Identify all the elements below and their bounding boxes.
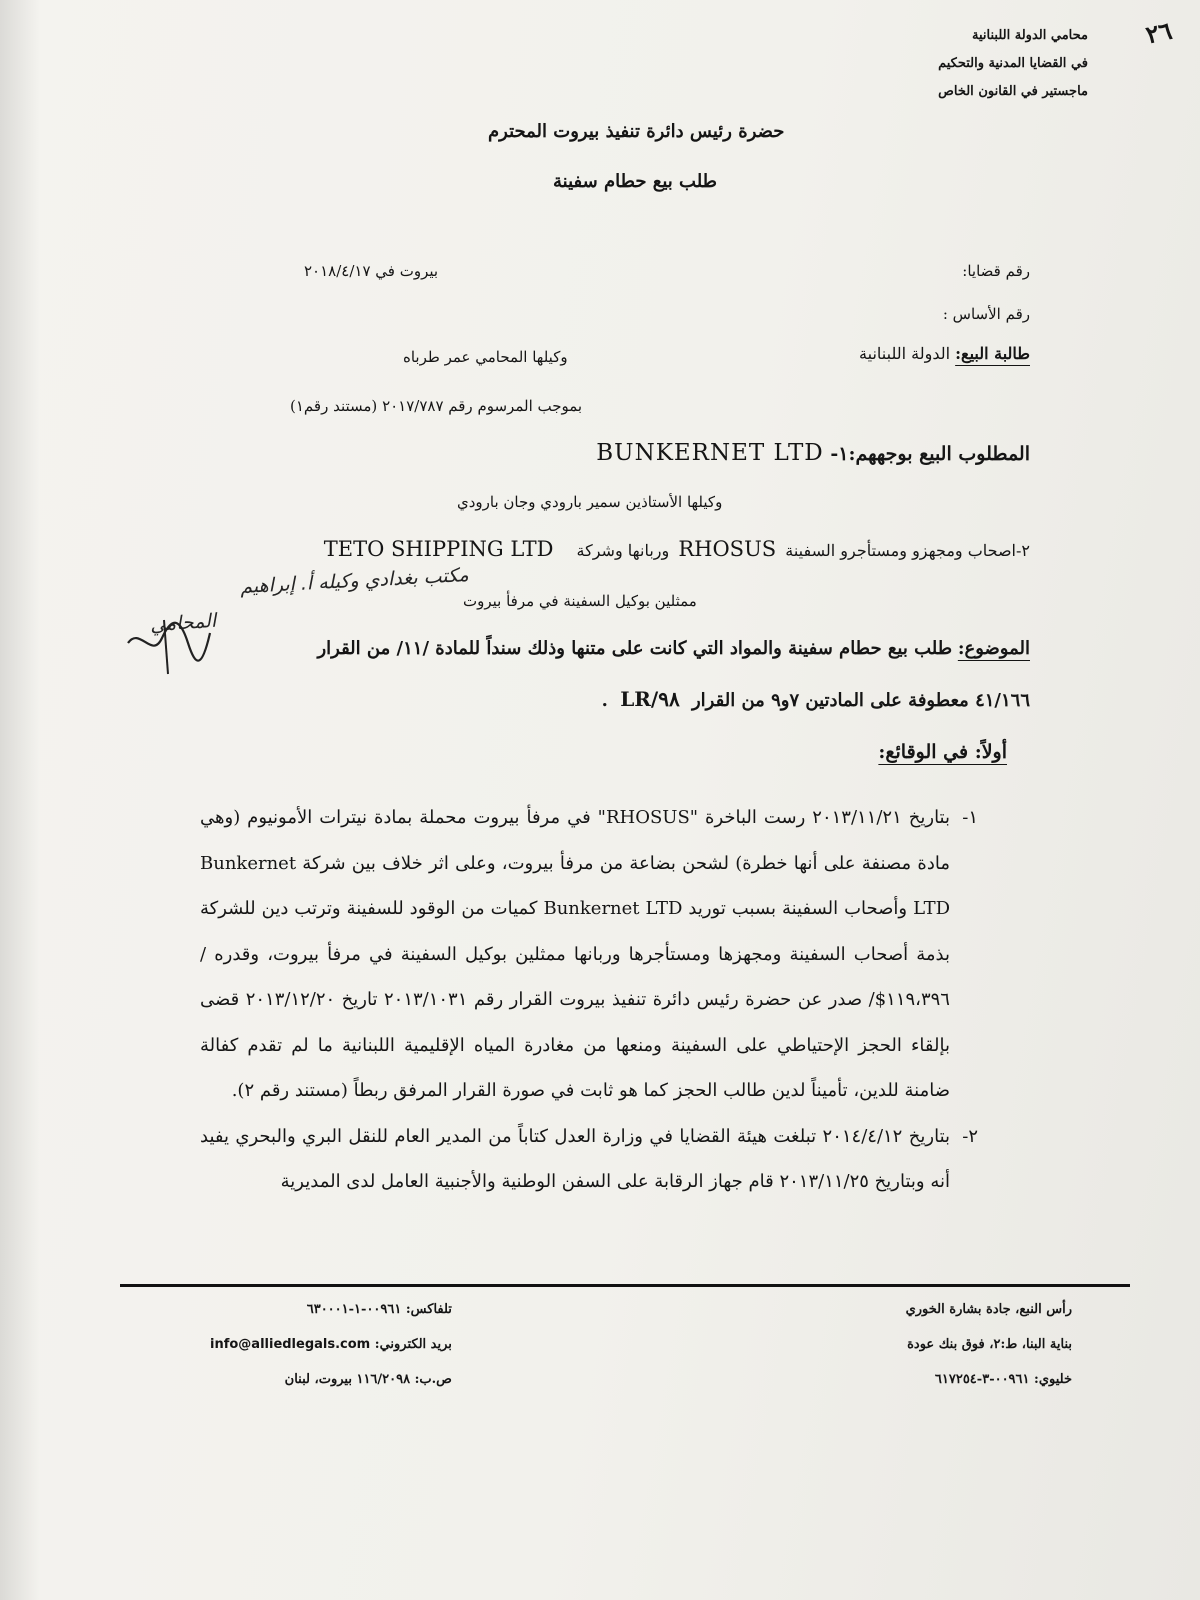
letterhead-line-3: ماجستير في القانون الخاص — [938, 84, 1088, 99]
footer-email[interactable]: info@alliedlegals.com — [210, 1337, 371, 1352]
first-respondent-agents: وكيلها الأستاذين سمير بارودي وجان بارودي — [457, 493, 723, 511]
second-respondent-prefix: ٢-اصحاب ومجهزو ومستأجرو السفينة — [785, 541, 1030, 560]
addressee: حضرة رئيس دائرة تنفيذ بيروت المحترم — [488, 121, 785, 142]
respondents-label: المطلوب البيع بوجههم:١- — [823, 443, 1030, 465]
fact-item — [200, 1114, 978, 1205]
subject-line-2-suffix: . — [601, 690, 608, 711]
base-number-label: رقم الأساس : — [942, 305, 1030, 323]
second-respondent-middle: وربانها وشركة — [576, 541, 670, 560]
subject-label: الموضوع: — [957, 638, 1030, 659]
signature-scribble — [120, 608, 215, 678]
case-number-label: رقم قضايا: — [962, 262, 1030, 280]
ship-name: RHOSUS — [678, 537, 777, 561]
decision-code: LR/٩٨ — [620, 687, 680, 711]
place-date: بيروت في ٢٠١٨/٤/١٧ — [304, 262, 439, 280]
applicant-row — [859, 344, 1030, 363]
page-edge-shadow — [0, 0, 40, 1600]
fact-text: بتاريخ ٢٠١٤/٤/١٢ تبلغت هيئة القضايا في وزارة العدل كتاباً من المدير العام للنقل البري والبحري يفيد أنه وبتاريخ ٢٠١٣/١١/٢٥ قام جهاز الرقابة على السفن الوطنية والأجنبية العامل لدى المديرية — [200, 1125, 951, 1192]
subject-text-line-1: طلب بيع حطام سفينة والمواد التي كانت على متنها وذلك سنداً للمادة /١١/ من القرار — [317, 638, 953, 659]
footer-address-line-2: بناية البنا، ط:٢، فوق بنك عودة — [907, 1337, 1072, 1352]
facts-heading: أولاً: في الوقائع: — [878, 741, 1007, 763]
first-respondent-company: BUNKERNET LTD — [596, 440, 824, 466]
handwritten-note: مكتب بغدادي وكيله أ. إبراهيم — [239, 564, 470, 598]
second-respondent-company: TETO SHIPPING LTD — [323, 537, 554, 561]
facts-list — [200, 795, 978, 1205]
letterhead-line-1: محامي الدولة اللبنانية — [972, 28, 1088, 43]
subject-line-1 — [317, 638, 1030, 659]
fact-number: ١- — [962, 807, 978, 828]
letterhead — [938, 22, 1088, 106]
fact-text: بتاريخ ٢٠١٣/١١/٢١ رست الباخرة "RHOSUS" في مرفأ بيروت محملة بمادة نيترات الأمونيوم (وهي مادة مصنفة على أنها خطرة) لشحن بضاعة من مرفأ بيروت، وعلى اثر خلاف بين شركة Bunkernet LTD وأصحاب السفينة بسبب توريد Bunkernet LTD كميات من الوقود للسفينة وترتب دين للشركة بذمة أصحاب السفينة ومجهزها ومستأجرها وربانها ممثلين بوكيل السفينة في مرفأ بيروت، وقدره /١١٩،٣٩٦$/ صدر عن حضرة رئيس دائرة تنفيذ بيروت القرار رقم ٢٠١٣/١٠٣١ تاريخ ٢٠١٣/١٢/٢٠ قضى بإلقاء الحجز الإحتياطي على السفينة ومنعها من مغادرة المياه الإقليمية اللبنانية ما لم تقدم كفالة ضامنة للدين، تأميناً لدين طالب الحجز كما هو ثابت في صورة القرار المرفق ربطاً (مستند رقم ٢). — [200, 807, 951, 1101]
footer-address-line-1: رأس النبع، جادة بشارة الخوري — [905, 1302, 1072, 1317]
applicant-name: الدولة اللبنانية — [859, 344, 951, 363]
second-respondent-line — [324, 537, 1030, 561]
footer-divider — [120, 1284, 1130, 1287]
footer-mobile: خليوي: ٠٠٩٦١-٣-٦١٧٢٥٤ — [934, 1372, 1072, 1387]
applicant-label: طالبة البيع: — [955, 344, 1030, 363]
subject-line-2 — [602, 687, 1030, 711]
letterhead-line-2: في القضايا المدنية والتحكيم — [938, 56, 1088, 71]
footer-address — [906, 1292, 1072, 1397]
footer-fax: تلفاكس: ٠٠٩٦١-١-٦٣٠٠٠١ — [306, 1302, 452, 1317]
fact-item — [200, 795, 978, 1114]
fact-number: ٢- — [962, 1125, 978, 1147]
applicant-agent: وكيلها المحامي عمر طرباه — [403, 348, 568, 366]
footer-email-row — [210, 1327, 452, 1362]
footer-po-box: ص.ب: ١١٦/٢٠٩٨ بيروت، لبنان — [284, 1372, 452, 1387]
footer-email-label: بريد الكتروني: — [374, 1337, 452, 1352]
handwritten-title: المحامي — [149, 609, 217, 637]
subject-text-line-2: ٤١/١٦٦ معطوفة على المادتين ٧و٩ من القرار — [691, 690, 1030, 711]
representation-text: ممثلين بوكيل السفينة في مرفأ بيروت — [463, 592, 697, 610]
page-corner-mark: ٢٦ — [1143, 15, 1175, 50]
respondents-line — [596, 440, 1030, 466]
request-title: طلب بيع حطام سفينة — [553, 171, 718, 192]
applicant-decree: بموجب المرسوم رقم ٢٠١٧/٧٨٧ (مستند رقم١) — [290, 397, 583, 415]
footer-contact — [210, 1292, 452, 1397]
